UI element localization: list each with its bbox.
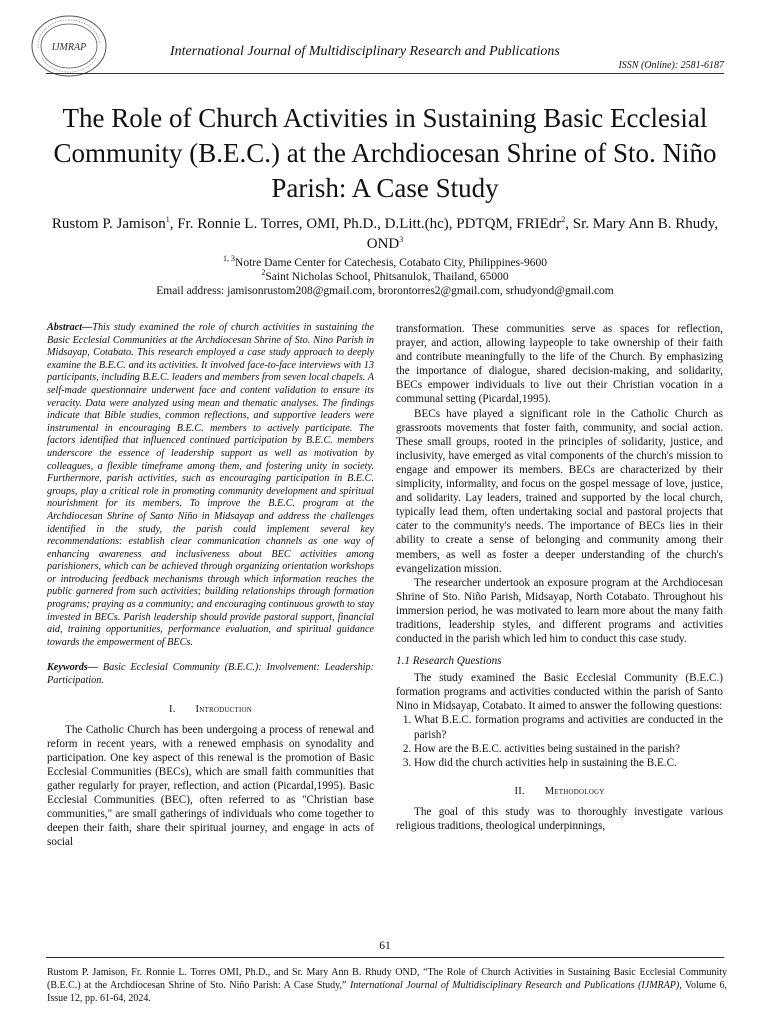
citation-footer [47, 966, 727, 1005]
abstract-text: This study examined the role of church activities in sustaining the Basic Ecclesial Communities at the Archdiocesan Shrine of Sto. Nino Parish in Midsayap, Cotabato. This research employed a case study approach to deeply examine the B.E.C. and its activities. It involved face-to-face interviews with 13 participants, including B.E.C. leaders and members from seven local chapels. A self-made questionnaire underwent face and content validation to ensure its veracity. Data were analyzed using mean and thematic analyses. The findings indicate that Bible studies, common reflections, and supportive leaders were instrumental in encouraging B.E.C. members to actively participate. The factors identified that influenced continued participation by B.E.C. members underscore the essence of leadership support as well as motivation by colleagues, a flexible timeframe among them, and fostering unity in society. Furthermore, parish activities, such as encouraging participation in B.E.C. groups, play a critical role in promoting community development and spiritual nourishment for its members. To improve the B.E.C. program at the Archdiocesan Shrine of Santo Niño in Midsayap and address the challenges identified in the study, the parish could implement several key recommendations: establish clear communication channels as one way of enhancing awareness and inclusiveness about BEC activities among parishioners, which can be achieved through organizing orientation workshops or introducing feedback mechanisms through which information reaches the public garnered from such activities; building relationships through formation programs; praying as a community; and encouraging continuous growth to stay invested in BECs. Parish leadership should provide pastoral support, financial aid, training opportunities, performance evaluation, and spiritual guidance towards the empowerment of BECs. [47, 322, 374, 648]
keywords [47, 662, 374, 687]
author-3-sup: 3 [399, 235, 404, 244]
header-rule [46, 73, 724, 74]
methodology-paragraph: The goal of this study was to thoroughly investigate various religious traditions, theological underpinnings, [396, 805, 723, 832]
author-2-sup: 2 [561, 215, 566, 224]
citation-text: Rustom P. Jamison, Fr. Ronnie L. Torres OMI, Ph.D., and Sr. Mary Ann B. Rhudy OND, “The Role of Church Activities in Sustaining Basic Ecclesial Community (B.E.C.) at the Archdiocesan Shrine of Sto. Niño Parish: A Case Study,” [47, 967, 727, 991]
bec-paragraph: BECs have played a significant role in the Catholic Church as grassroots movements that foster faith, community, and social action. These small groups, rooted in the principles of solidarity, justice, and inclusivity, have emerged as vital components of the church's mission to engage and empower its members. BECs are characterized by their simplicity, informality, and focus on the gospel message of love, justice, and solidarity. Lay leaders, trained and supported by the local church, typically lead them, often undertaking social and pastoral projects that cater to the community's needs. The importance of BECs lies in their ability to create a sense of belonging and community among their members, as well as foster a deeper understanding of the church's evangelization mission. [396, 407, 723, 575]
affiliation-1-sup: 1, 3 [223, 254, 236, 264]
research-questions-intro: The study examined the Basic Ecclesial Community (B.E.C.) formation programs and activities conducted within the parish of Santo Nino in Midsayap, Cotabato. It aimed to answer the following questions: [396, 672, 723, 713]
author-1-sup: 1 [165, 215, 170, 224]
author-list [40, 214, 730, 254]
keywords-label: Keywords— [47, 662, 98, 674]
intro-paragraph-continued: transformation. These communities serve as spaces for reflection, prayer, and action, allowing laypeople to take ownership of their faith and contribute meaningfully to the life of the Church. By emphasizing the importance of dialogue, shared decision-making, and solidarity, BECs empower individuals to live out their Christian vocation in a communal setting (Picardal,1995). [396, 323, 723, 406]
affiliation-2-sup: 2 [261, 268, 266, 278]
affiliation-1 [40, 256, 730, 270]
list-item: 1. What B.E.C. formation programs and activities are conducted in the parish? [414, 713, 723, 741]
affiliations [40, 256, 730, 298]
list-item: 2. How are the B.E.C. activities being sustained in the parish? [414, 742, 723, 756]
research-questions-heading: 1.1 Research Questions [396, 655, 502, 668]
section-heading-introduction [47, 704, 374, 715]
footer-rule [46, 957, 724, 958]
svg-text:IJMRAP: IJMRAP [51, 42, 87, 53]
author-1: Rustom P. Jamison [51, 216, 166, 232]
paper-title: The Role of Church Activities in Sustaining Basic Ecclesial Community (B.E.C.) at the Archdiocesan Shrine of Sto. Niño Parish: A Case Study [53, 103, 717, 203]
abstract [47, 322, 374, 649]
list-item: 3. How did the church activities help in sustaining the B.E.C. [414, 756, 723, 770]
section-title: Introduction [195, 703, 252, 715]
section-number: II. [514, 785, 525, 797]
left-column [47, 322, 374, 849]
citation-volume: , Volume 6, Issue 12, pp. 61-64, 2024. [47, 980, 727, 1004]
journal-title: International Journal of Multidisciplinary Research and Publications [170, 44, 560, 59]
section-heading-methodology [396, 786, 723, 797]
citation-journal: International Journal of Multidisciplinary Research and Publications (IJMRAP) [349, 980, 680, 991]
section-number: I. [169, 703, 176, 715]
email-line: Email address: jamisonrustom208@gmail.com, brorontorres2@gmail.com, srhudyond@gmail.com [156, 285, 614, 297]
section-title: Methodology [544, 785, 605, 797]
intro-paragraph: The Catholic Church has been undergoing a process of renewal and reform in recent years, with a renewed emphasis on synodality and participation. One key aspect of this renewal is the promotion of Basic Ecclesial Communities (BECs), which are small faith communities that gather regularly for prayer, reflection, and action (Picardal,1995). Basic Ecclesial Communities (BEC), often referred to as "Christian base communities," are small gatherings of individuals who come together to deepen their faith, share their spiritual journey, and engage in acts of social [47, 723, 374, 849]
affiliation-2 [40, 270, 730, 284]
affiliation-2-text: Saint Nicholas School, Phitsanulok, Thailand, 65000 [265, 271, 509, 283]
issn: ISSN (Online): 2581-6187 [618, 60, 724, 71]
abstract-label: Abstract— [47, 322, 93, 333]
affiliation-1-text: Notre Dame Center for Catechesis, Cotabato City, Philippines-9600 [235, 257, 547, 269]
research-questions-list [396, 713, 723, 769]
page-number: 61 [379, 940, 391, 952]
right-column [396, 322, 723, 833]
journal-logo [30, 14, 108, 78]
keywords-text: Basic Ecclesial Community (B.E.C.): Involvement: Leadership: Participation. [47, 662, 374, 687]
author-3: , Sr. Mary Ann B. Rhudy, OND [366, 216, 719, 252]
author-2: , Fr. Ronnie L. Torres, OMI, Ph.D., D.Litt.(hc), PDTQM, FRIEdr [169, 216, 562, 232]
researcher-paragraph: The researcher undertook an exposure program at the Archdiocesan Shrine of Sto. Niño Parish, Midsayap, North Cotabato. Throughout his immersion period, he was motivated to learn more about the many faith traditions, leadership styles, and different programs and activities conducted in the parish which led him to conduct this case study. [396, 576, 723, 646]
